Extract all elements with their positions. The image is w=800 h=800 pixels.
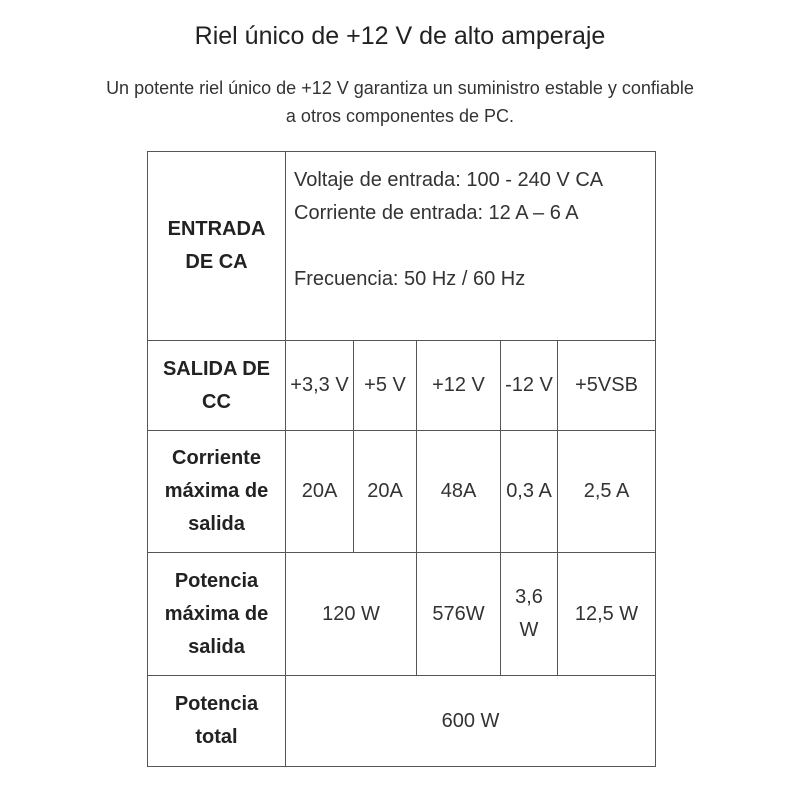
current-12v: 48A (417, 431, 501, 553)
current-5vsb: 2,5 A (558, 431, 656, 553)
rail-12v: +12 V (417, 341, 501, 431)
rail-3v3: +3,3 V (286, 341, 354, 431)
current-neg12v: 0,3 A (501, 431, 558, 553)
max-power-label: Potencia máxima de salida (148, 553, 286, 676)
ac-input-current: Corriente de entrada: 12 A – 6 A (294, 202, 579, 224)
power-3v3-5v-combined: 120 W (286, 553, 417, 676)
power-5vsb: 12,5 W (558, 553, 656, 676)
rail-5vsb: +5VSB (558, 341, 656, 431)
ac-input-label: ENTRADA DE CA (148, 152, 286, 341)
page-subtitle (40, 74, 760, 130)
specs-table (147, 151, 656, 767)
dc-output-label: SALIDA DE CC (148, 341, 286, 431)
page-title: Riel único de +12 V de alto amperaje (194, 22, 606, 50)
ac-input-voltage: Voltaje de entrada: 100 - 240 V CA (294, 169, 604, 191)
row-ac-input (148, 152, 656, 341)
current-3v3: 20A (286, 431, 354, 553)
current-5v: 20A (354, 431, 417, 553)
total-power-value: 600 W (286, 676, 656, 767)
ac-input-spacer (294, 230, 647, 263)
subtitle-line-2: a otros componentes de PC. (285, 106, 515, 126)
ac-input-frequency: Frecuencia: 50 Hz / 60 Hz (294, 268, 526, 290)
ac-input-details (286, 152, 656, 341)
subtitle-line-1: Un potente riel único de +12 V garantiza un suministro estable y confiable (106, 78, 694, 98)
power-12v: 576W (417, 553, 501, 676)
row-max-current (148, 431, 656, 553)
rail-neg12v: -12 V (501, 341, 558, 431)
row-total-power (148, 676, 656, 767)
total-power-label: Potencia total (148, 676, 286, 767)
row-max-power (148, 553, 656, 676)
power-neg12v: 3,6 W (501, 553, 558, 676)
max-current-label: Corriente máxima de salida (148, 431, 286, 553)
rail-5v: +5 V (354, 341, 417, 431)
row-dc-output (148, 341, 656, 431)
